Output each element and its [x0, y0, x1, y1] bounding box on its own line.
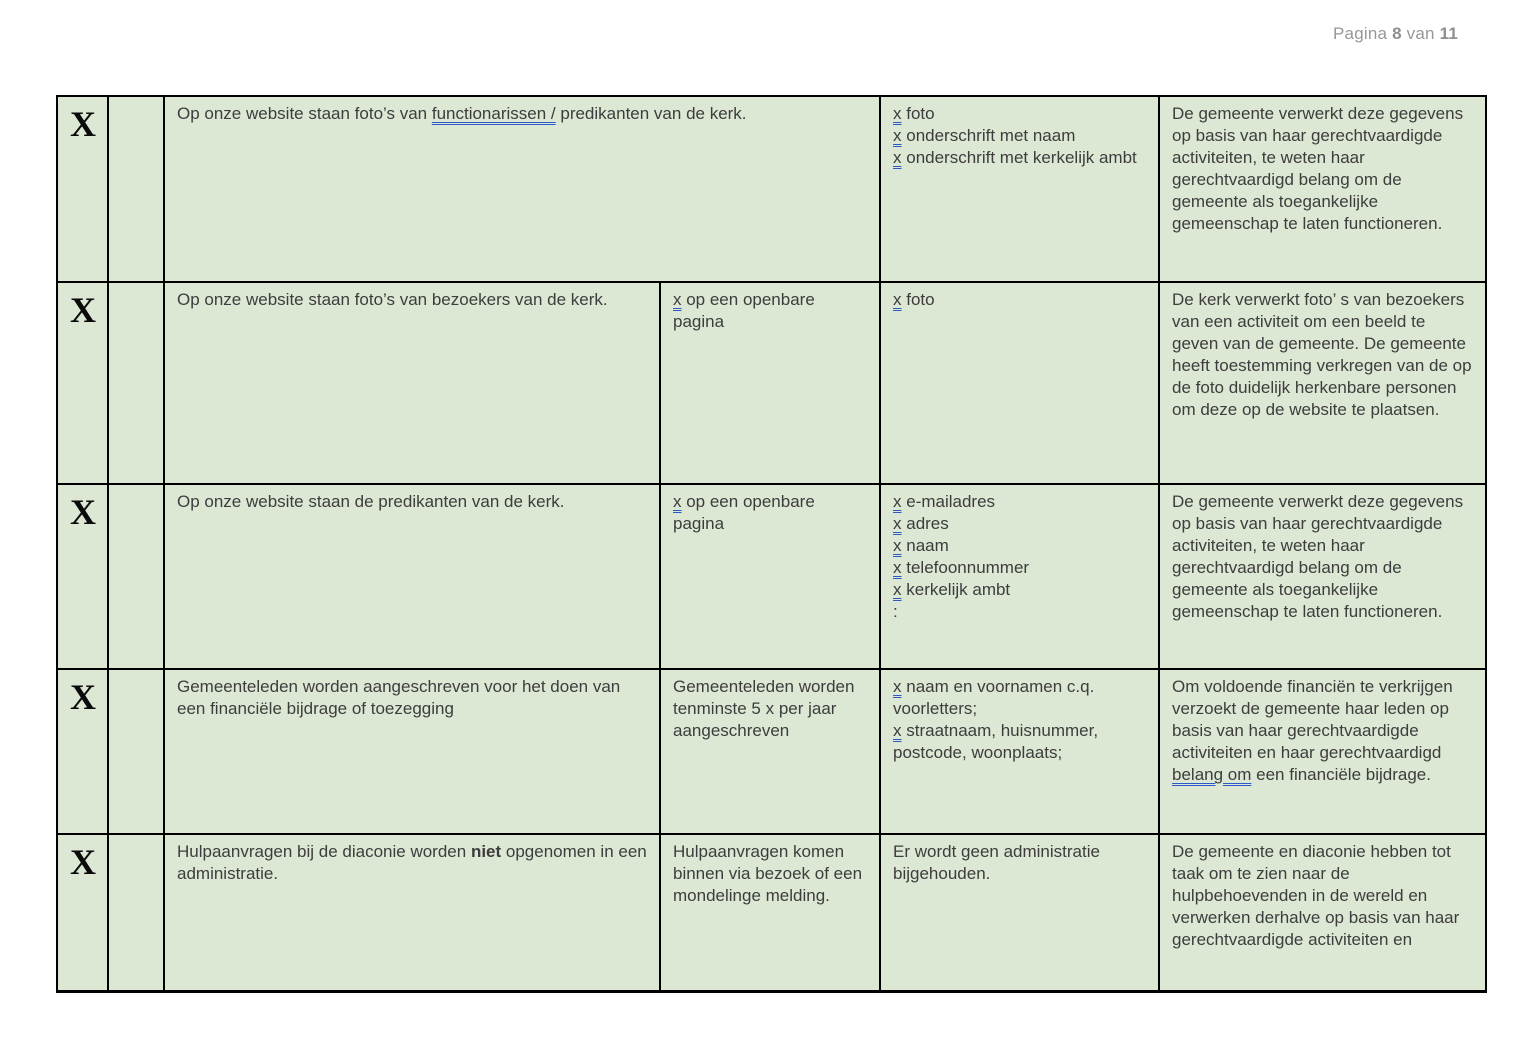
page-label-prefix: Pagina: [1333, 24, 1388, 43]
table-row: [57, 669, 1486, 834]
description-cell-content: [177, 676, 648, 833]
check-cell-content: [70, 491, 96, 668]
check-cell-content: [70, 676, 96, 833]
tracked-change-text: x: [893, 492, 902, 511]
data-items-cell: [880, 96, 1159, 282]
text-segment: kerkelijk ambt: [901, 580, 1011, 599]
mark-cell: [108, 669, 164, 834]
check-cell-content: [70, 841, 96, 990]
text-segment: Op onze website staan foto’s van: [177, 104, 432, 123]
mark-cell: [108, 484, 164, 669]
justification-cell-content: [1172, 491, 1474, 668]
text-segment: De gemeente verwerkt deze gegevens op basis van haar gerechtvaardigde activiteiten, te weten haar gerechtvaardigd belang om de gemeente als toegankelijke gemeenschap te laten functioneren.: [1172, 492, 1464, 621]
mark-cell-content: [121, 103, 152, 281]
data-item: [893, 289, 1147, 311]
text-segment: foto: [901, 290, 935, 309]
justification-cell: [1159, 484, 1486, 669]
text-segment: foto: [901, 104, 935, 123]
detail-text: [673, 676, 868, 742]
data-items-cell-content: [893, 676, 1147, 833]
text-segment: straatnaam, huisnummer, postcode, woonplaats;: [893, 721, 1099, 762]
tracked-change-text: x: [893, 721, 902, 740]
description-cell-content: [177, 491, 648, 668]
data-items-cell-content: [893, 841, 1147, 990]
page-number: 8: [1392, 24, 1402, 43]
detail-cell: [660, 484, 880, 669]
data-item: [893, 601, 1147, 623]
text-segment: Hulpaanvragen komen binnen via bezoek of een mondelinge melding.: [673, 842, 863, 905]
text-segment: een financiële bijdrage.: [1251, 765, 1431, 784]
tracked-change-text: x: [893, 514, 902, 533]
justification-cell-content: [1172, 841, 1474, 990]
justification-cell-content: [1172, 289, 1474, 483]
tracked-change-text: x: [893, 148, 902, 167]
mark-cell-content: [121, 676, 152, 833]
data-item: [893, 147, 1147, 169]
text-segment: Er wordt geen administratie bijgehouden.: [893, 842, 1100, 883]
text-segment: De kerk verwerkt foto’ s van bezoekers van een activiteit om een beeld te geven van de gemeente. De gemeente heeft toestemming verkregen van de op de foto duidelijk herkenbare personen om deze op de website te plaatsen.: [1172, 290, 1472, 419]
check-mark: X: [70, 104, 96, 144]
tracked-change-text: functionarissen /: [431, 104, 556, 123]
check-cell: [57, 669, 108, 834]
tracked-change-text: x: [673, 290, 682, 309]
text-segment: naam: [901, 536, 949, 555]
table-row: [57, 96, 1486, 282]
text-segment: De gemeente verwerkt deze gegevens op basis van haar gerechtvaardigde activiteiten, te weten haar gerechtvaardigd belang om de gemeente als toegankelijke gemeenschap te laten functioneren.: [1172, 104, 1464, 233]
text-segment: Om voldoende financiën te verkrijgen verzoekt de gemeente haar leden op basis van haar gerechtvaardigde activiteiten en haar gerechtvaardigd: [1172, 677, 1453, 762]
data-item: [893, 841, 1147, 885]
mark-cell-content: [121, 841, 152, 990]
detail-cell-content: [673, 676, 868, 833]
mark-cell-content: [121, 289, 152, 483]
data-item: [893, 579, 1147, 601]
check-cell: [57, 834, 108, 992]
data-item: [893, 557, 1147, 579]
privacy-table: [56, 95, 1487, 993]
justification-cell-content: [1172, 103, 1474, 281]
text-segment: onderschrift met naam: [901, 126, 1076, 145]
text-segment: op een openbare pagina: [673, 492, 815, 533]
data-item: [893, 720, 1147, 764]
check-cell: [57, 282, 108, 484]
tracked-change-text: x: [893, 126, 902, 145]
tracked-change-text: x: [893, 580, 902, 599]
text-segment: adres: [901, 514, 949, 533]
mark-cell: [108, 96, 164, 282]
text-segment: telefoonnummer: [901, 558, 1030, 577]
text-segment: De gemeente en diaconie hebben tot taak om te zien naar de hulpbehoevenden in de wereld en verwerken derhalve op basis van haar gerechtvaardigde activiteiten en: [1172, 842, 1460, 949]
tracked-change-text: belang om: [1172, 765, 1252, 784]
table-row: [57, 484, 1486, 669]
detail-cell: [660, 834, 880, 992]
text-segment: Gemeenteleden worden aangeschreven voor het doen van een financiële bijdrage of toezegging: [177, 677, 621, 718]
text-segment: predikanten van de kerk.: [555, 104, 747, 123]
check-cell: [57, 96, 108, 282]
page-total: 11: [1439, 24, 1458, 43]
page-label-of: van: [1406, 24, 1435, 43]
tracked-change-text: x: [893, 104, 902, 123]
check-mark: X: [70, 492, 96, 532]
table-row: [57, 834, 1486, 992]
tracked-change-text: x: [893, 558, 902, 577]
description-cell: [164, 484, 660, 669]
mark-cell: [108, 834, 164, 992]
text-segment: Op onze website staan foto’s van bezoekers van de kerk.: [177, 290, 608, 309]
privacy-table-body: [57, 96, 1486, 992]
data-items-cell: [880, 484, 1159, 669]
tracked-change-text: x: [673, 492, 682, 511]
text-segment: Gemeenteleden worden tenminste 5 x per jaar aangeschreven: [673, 677, 855, 740]
data-item: [893, 103, 1147, 125]
description-cell: [164, 834, 660, 992]
description-cell: [164, 669, 660, 834]
description-cell-content: [177, 103, 868, 281]
text-segment: onderschrift met kerkelijk ambt: [901, 148, 1137, 167]
check-cell-content: [70, 289, 96, 483]
tracked-change-text: x: [893, 677, 902, 696]
data-item: [893, 535, 1147, 557]
check-cell: [57, 484, 108, 669]
justification-cell: [1159, 834, 1486, 992]
data-items-cell-content: [893, 491, 1147, 668]
text-segment: e-mailadres: [901, 492, 996, 511]
detail-cell-content: [673, 841, 868, 990]
table-row: [57, 282, 1486, 484]
text-segment: :: [893, 602, 898, 621]
tracked-change-text: x: [893, 536, 902, 555]
data-item: [893, 676, 1147, 720]
text-segment: op een openbare pagina: [673, 290, 815, 331]
justification-cell-content: [1172, 676, 1474, 833]
tracked-change-text: x: [893, 290, 902, 309]
detail-text: [673, 491, 868, 535]
data-item: [893, 125, 1147, 147]
data-item: [893, 491, 1147, 513]
text-segment: Hulpaanvragen bij de diaconie worden: [177, 842, 471, 861]
mark-cell-content: [121, 491, 152, 668]
data-items-cell: [880, 669, 1159, 834]
description-cell: [164, 282, 660, 484]
description-cell-content: [177, 289, 648, 483]
justification-cell: [1159, 282, 1486, 484]
description-cell-content: [177, 841, 648, 990]
data-items-cell-content: [893, 103, 1147, 281]
page-header: [1333, 24, 1458, 44]
justification-cell: [1159, 96, 1486, 282]
description-cell: [164, 96, 880, 282]
text-segment: naam en voornamen c.q. voorletters;: [893, 677, 1095, 718]
detail-text: [673, 289, 868, 333]
data-items-cell-content: [893, 289, 1147, 483]
data-items-cell: [880, 282, 1159, 484]
justification-cell: [1159, 669, 1486, 834]
mark-cell: [108, 282, 164, 484]
check-mark: X: [70, 842, 96, 882]
check-mark: X: [70, 677, 96, 717]
check-mark: X: [70, 290, 96, 330]
text-segment: Op onze website staan de predikanten van de kerk.: [177, 492, 565, 511]
detail-cell-content: [673, 491, 868, 668]
data-items-cell: [880, 834, 1159, 992]
detail-cell-content: [673, 289, 868, 483]
data-item: [893, 513, 1147, 535]
check-cell-content: [70, 103, 96, 281]
text-segment: opgenomen in een administratie.: [177, 842, 647, 883]
detail-cell: [660, 282, 880, 484]
text-segment: niet: [470, 842, 502, 861]
detail-cell: [660, 669, 880, 834]
detail-text: [673, 841, 868, 907]
